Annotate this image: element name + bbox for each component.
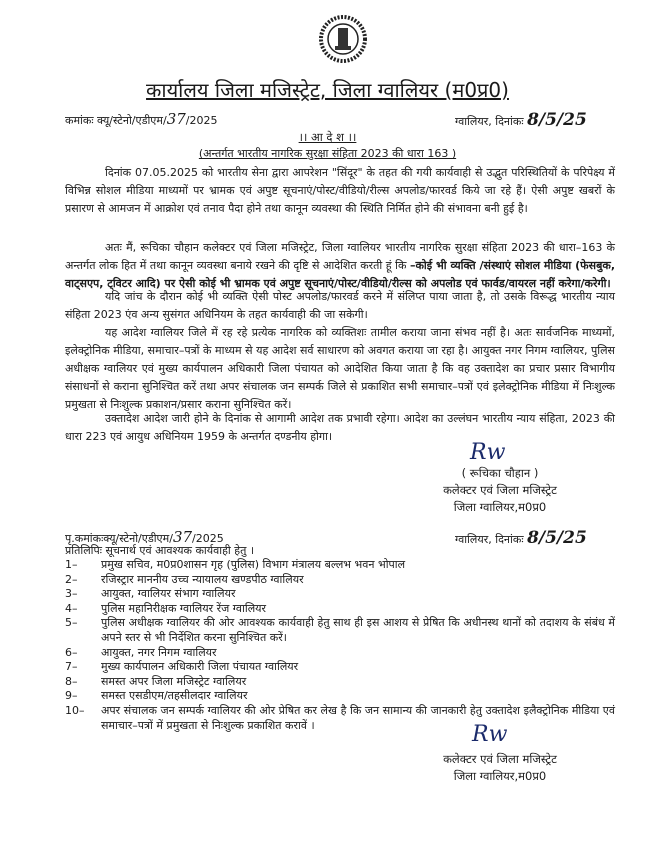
item-number: 2–	[65, 572, 78, 586]
paragraph-2-directive: –कोई भी व्यक्ति /संस्थाएं सोशल मीडिया (फेसबुक, वाट्सएप, ट्विटर आदि) पर ऐसी कोई भी भ्रामक एवं अपुष्ट सूचनाएं/पोस्ट/वीडियो/रील्स को अपलोड एवं फार्वड/वायरल नहीं करेगा/करेगी।	[65, 259, 615, 290]
copy-ref-prefix: पृ.कमांकःक्यू/स्टेनो/एडीएम/	[65, 532, 173, 545]
signatory-district-2: जिला ग्वालियर,म0प्र0	[453, 769, 547, 783]
list-item	[65, 660, 615, 675]
item-number: 8–	[65, 674, 78, 688]
item-text: पुलिस अधीक्षक ग्वालियर की ओर आवश्यक कार्यवाही हेतु साथ ही इस आशय से प्रेषित कि अधीनस्थ थानों को तदाशय के संबंध में अपने स्तर से भी निर्देशित करना सुनिश्चित करें।	[101, 616, 615, 644]
signatory-name: ( रूचिका चौहान )	[461, 466, 539, 480]
list-item	[65, 587, 615, 602]
signature-block-2	[400, 751, 600, 785]
list-item	[65, 573, 615, 588]
item-text: मुख्य कार्यपालन अधिकारी जिला पंचायत ग्वालियर	[101, 660, 299, 674]
office-title: कार्यालय जिला मजिस्ट्रेट, जिला ग्वालियर (म0प्र0)	[146, 78, 509, 102]
item-text: पुलिस महानिरीक्षक ग्वालियर रेंज ग्वालियर	[101, 601, 267, 615]
paragraph-3: यदि जांच के दौरान कोई भी व्यक्ति ऐसी पोस्ट अपलोड/फारवर्ड करने में संलिप्त पाया जाता है, तो उसके विरूद्ध भारतीय न्याय संहिता 2023 एंव अन्य सुसंगत अधिनियम के तहत कार्यवाही की जा सकेगी।	[65, 290, 615, 321]
item-text: आयुक्त, नगर निगम ग्वालियर	[101, 645, 217, 659]
copy-date	[455, 528, 587, 548]
list-item	[65, 675, 615, 690]
item-text: रजिस्ट्रार माननीय उच्च न्यायालय खण्डपीठ ग्वालियर	[101, 572, 304, 586]
signature-mark-2: Rw	[472, 722, 508, 747]
date-value: 8/5/25	[527, 110, 587, 130]
signature-block	[400, 465, 600, 516]
item-text: प्रमुख सचिव, म0प्र0शासन गृह (पुलिस) विभाग मंत्रालय बल्लभ भवन भोपाल	[101, 558, 406, 571]
ref-prefix: कमांकः क्यू/स्टेनो/एडीएम/	[65, 114, 167, 127]
signatory-designation-2: कलेक्टर एवं जिला मजिस्ट्रेट	[443, 752, 557, 766]
item-number: 5–	[65, 616, 78, 630]
item-text: अपर संचालक जन सम्पर्क ग्वालियर की ओर प्रेषित कर लेख है कि जन सामान्य की जानकारी हेतु उक्तादेश इलैक्ट्रोनिक मीडिया एवं समाचार–पत्रों में प्रमुखता से निःशुल्क प्रकाशित करावें ।	[101, 703, 615, 732]
item-number: 10–	[65, 703, 85, 717]
ref-number: 37	[166, 110, 186, 128]
list-item	[65, 602, 615, 617]
copy-date-value: 8/5/25	[527, 528, 587, 548]
item-text: समस्त अपर जिला मजिस्ट्रेट ग्वालियर	[101, 674, 247, 688]
paragraph-4: यह आदेश ग्वालियर जिले में रह रहे प्रत्येक नागरिक को व्यक्तिशः तामील कराया जाना संभव नहीं है। अतः सार्वजनिक माध्यमों, इलेक्ट्रोनिक मीडिया, समाचार–पत्रों के माध्यम से यह आदेश सर्व साधारण को अवगत कराया जा रहा है। आयुक्त नगर निगम ग्वालियर, पुलिस अधीक्षक ग्वालियर एवं मुख्य कार्यपालन अधिकारी जिला पंचायत को आदेशित किया जाता है कि वह उक्तादेश का प्रचार प्रसार विभागीय संसाधनों से कराना सुनिश्चित करें तथा अपर संचालक जन सम्पर्क जिले से प्रकाशित सभी समाचार–पत्रों एवं इलेक्ट्रोनिक मीडिया में निःशुल्क प्रमुखता से निःशुल्क प्रकाशन/प्रसार कराना सुनिश्चित करें।	[65, 326, 615, 411]
copy-date-label: ग्वालियर, दिनांकः	[455, 533, 524, 546]
ref-suffix: /2025	[185, 114, 218, 127]
list-item	[65, 704, 615, 733]
item-number: 9–	[65, 689, 78, 703]
paragraph-1: दिनांक 07.05.2025 को भारतीय सेना द्वारा आपरेशन "सिंदूर" के तहत की गयी कार्यवाही से उद्भुत परिस्थितियों के परिपेक्ष्य में विभिन्न सोशल मीडिया माध्यमों पर भ्रामक एवं अपुष्ट सूचनाएं/पोस्ट/वीडियो/रील्स अपलोड/फारवर्ड किये जा रहे हैं। ऐसी अपुष्ट खबरों के प्रसारण से आमजन में आक्रोश एवं तनाव पैदा होने तथा कानून व्यवस्था की स्थिति निर्मित होने की संभावना बनी हुई है।	[65, 166, 615, 215]
copy-ref-number: 37	[172, 528, 193, 546]
copy-intro: प्रतिलिपिः सूचनार्थ एवं आवश्यक कार्यवाही हेतु ।	[65, 544, 255, 557]
item-number: 3–	[65, 587, 78, 601]
signatory-designation: कलेक्टर एवं जिला मजिस्ट्रेट	[443, 483, 557, 497]
government-seal	[318, 12, 368, 68]
list-item	[65, 646, 615, 661]
date-label: ग्वालियर, दिनांकः	[455, 115, 524, 128]
item-number: 4–	[65, 601, 78, 615]
order-reference	[65, 110, 217, 128]
list-item	[65, 689, 615, 704]
signature-mark: Rw	[470, 440, 506, 465]
order-date	[455, 110, 587, 130]
paragraph-5: उक्तादेश आदेश जारी होने के दिनांक से आगामी आदेश तक प्रभावी रहेगा। आदेश का उल्लंघन भारतीय न्याय संहिता, 2023 की धारा 223 एवं आयुध अधिनियम 1959 के अन्तर्गत दण्डनीय होगा।	[65, 412, 615, 443]
order-subtitle: (अन्तर्गत भारतीय नागरिक सुरक्षा संहिता 2023 की धारा 163 )	[198, 147, 457, 160]
list-item	[65, 558, 615, 573]
paragraph-2-text: अतः मैं, रूचिका चौहान कलेक्टर एवं जिला मजिस्ट्रेट, जिला ग्वालियर भारतीय नागरिक सुरक्षा संहिता 2023 की धारा–163 के अन्तर्गत लोक हित में तथा कानून व्यवस्था बनाये रखने की दृष्टि से आदेशित करती हूं कि	[65, 241, 615, 272]
signatory-district: जिला ग्वालियर,म0प्र0	[453, 500, 547, 514]
item-number: 1–	[65, 558, 78, 571]
paragraph-2	[65, 239, 615, 293]
copy-ref-suffix: /2025	[192, 532, 224, 545]
item-number: 6–	[65, 645, 78, 659]
list-item	[65, 616, 615, 645]
copy-recipients-list	[65, 558, 615, 733]
item-text: समस्त एसडीएम/तहसीलदार ग्वालियर	[101, 689, 248, 703]
order-heading: ।। आ दे श ।।	[298, 130, 357, 144]
item-text: आयुक्त, ग्वालियर संभाग ग्वालियर	[101, 587, 236, 601]
item-number: 7–	[65, 660, 78, 674]
